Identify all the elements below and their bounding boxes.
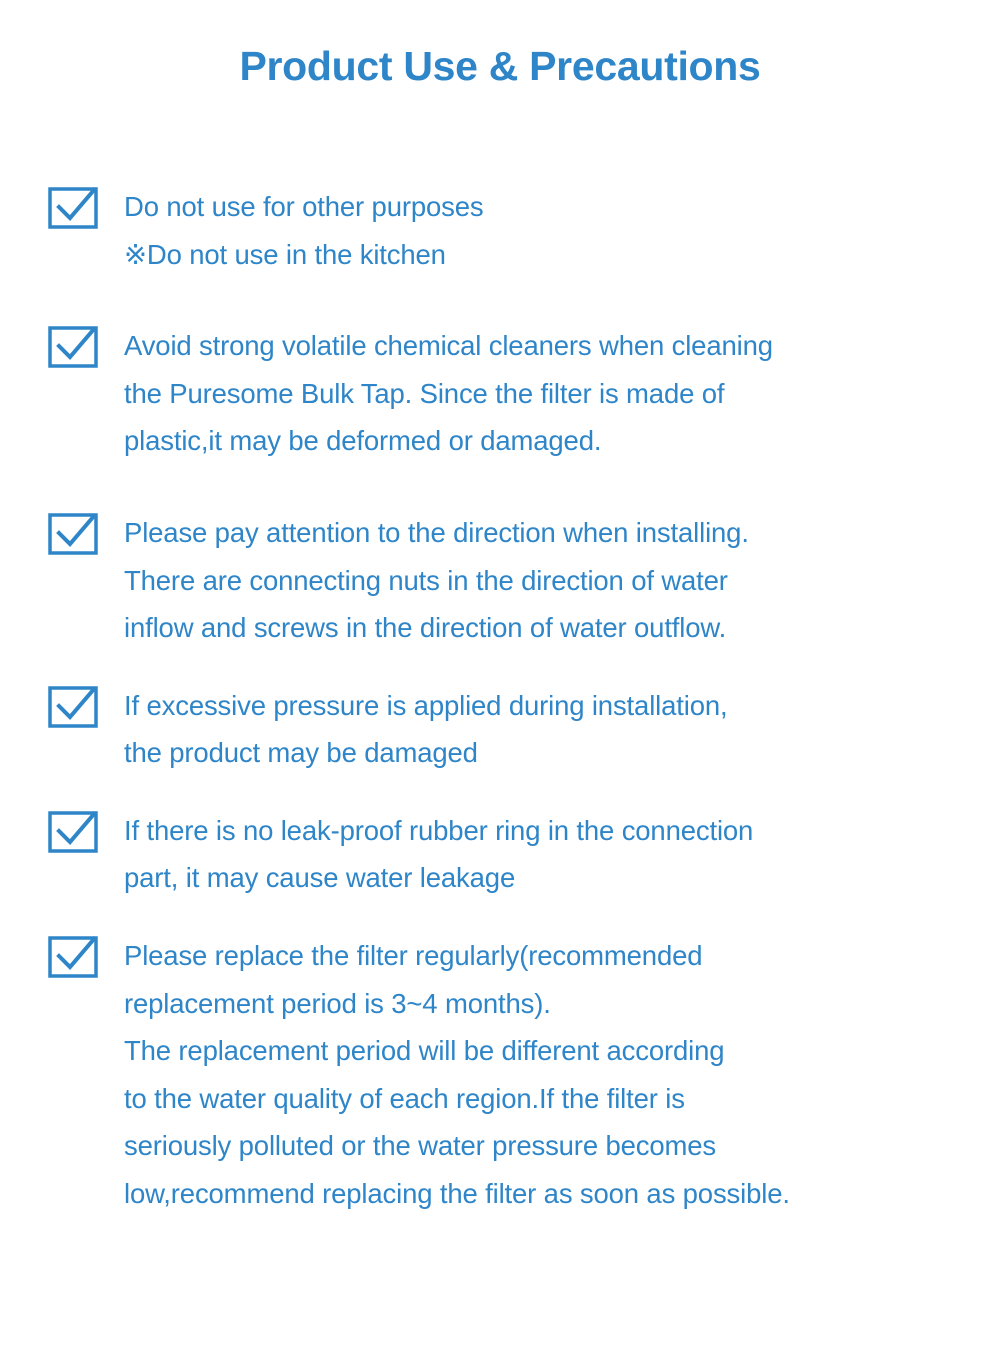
list-item: [48, 509, 976, 652]
text-line: the product may be damaged: [124, 737, 478, 769]
text-line: low,recommend replacing the filter as soon as possible.: [124, 1177, 790, 1209]
text-line: If excessive pressure is applied during installation,: [124, 689, 728, 721]
checkbox-checked-icon: [48, 513, 98, 555]
text-line: the Puresome Bulk Tap. Since the filter is made of: [124, 377, 725, 409]
checkbox-checked-icon: [48, 326, 98, 368]
list-item-text: [124, 322, 773, 465]
text-line: to the water quality of each region.If the filter is: [124, 1082, 685, 1114]
text-line: There are connecting nuts in the direction of water: [124, 564, 728, 596]
text-line: If there is no leak-proof rubber ring in the connection: [124, 814, 754, 846]
list-item: [48, 682, 976, 777]
list-item-text: [124, 807, 753, 902]
list-item-text: [124, 183, 483, 278]
checkbox-checked-icon: [48, 686, 98, 728]
text-line: plastic,it may be deformed or damaged.: [124, 425, 602, 457]
checkbox-checked-icon: [48, 187, 98, 229]
text-line: Please replace the filter regularly(recommended: [124, 939, 703, 971]
list-item: [48, 932, 976, 1217]
list-item: [48, 807, 976, 902]
checkbox-checked-icon: [48, 811, 98, 853]
text-line: ※Do not use in the kitchen: [124, 238, 446, 270]
text-line: Please pay attention to the direction when installing.: [124, 517, 749, 548]
text-line: part, it may cause water leakage: [124, 862, 516, 894]
text-line: Avoid strong volatile chemical cleaners when cleaning: [124, 330, 773, 362]
list-item-text: [124, 932, 790, 1217]
list-item-text: [124, 509, 749, 652]
text-line: Do not use for other purposes: [124, 191, 484, 223]
text-line: seriously polluted or the water pressure becomes: [124, 1130, 716, 1162]
list-item-text: [124, 682, 727, 777]
page-title: Product Use & Precautions: [239, 43, 761, 89]
checkbox-checked-icon: [48, 936, 98, 978]
list-item: [48, 183, 976, 278]
text-line: inflow and screws in the direction of water outflow.: [124, 612, 727, 644]
text-line: The replacement period will be different according: [124, 1035, 725, 1067]
precaution-list: [0, 183, 1000, 1217]
list-item: [48, 322, 976, 465]
text-line: replacement period is 3~4 months).: [124, 987, 551, 1019]
